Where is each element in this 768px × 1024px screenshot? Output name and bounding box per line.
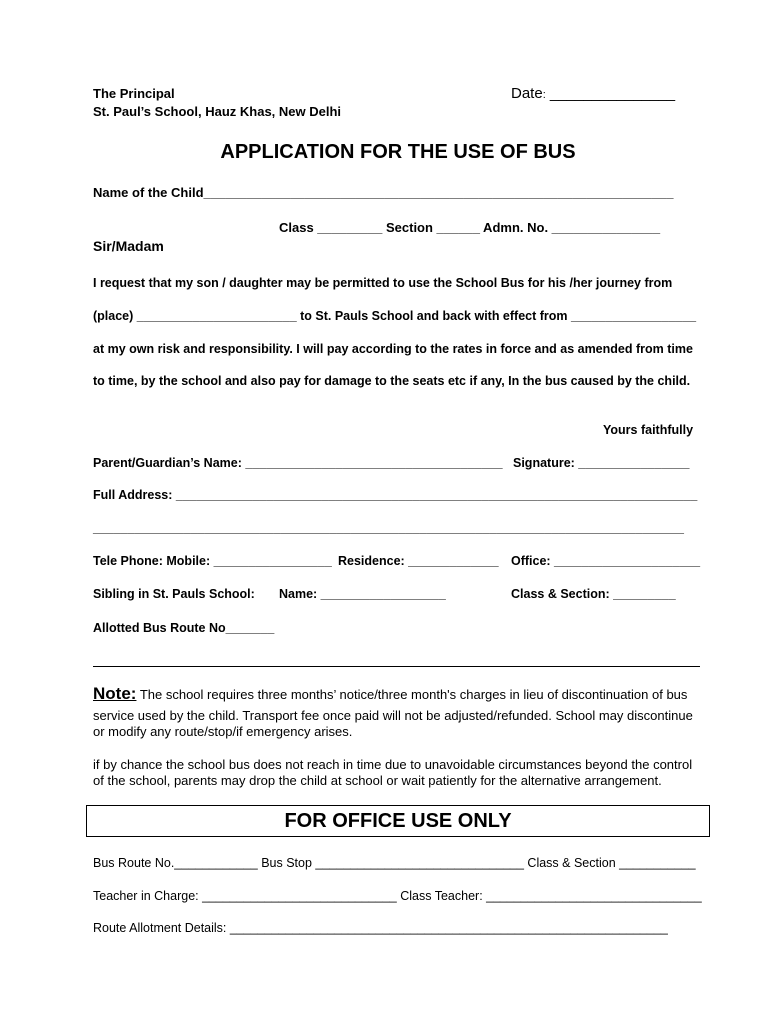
note-paragraph-1-line-1 bbox=[93, 686, 687, 703]
addressee: The Principal bbox=[93, 86, 175, 101]
body-line-4: to time, by the school and also pay for damage to the seats etc if any, In the bus caused by the child. bbox=[93, 374, 691, 388]
body-line-3: at my own risk and responsibility. I will pay according to the rates in force and as amended from time bbox=[93, 342, 693, 356]
child-name-field[interactable]: Name of the Child_________________________________________________________________ bbox=[93, 185, 674, 200]
note-paragraph-1-line-2: service used by the child. Transport fee once paid will not be adjusted/refunded. School may discontinue bbox=[93, 708, 693, 723]
address-line-2[interactable]: _____________________________________________________________________________________ bbox=[93, 521, 684, 535]
note-paragraph-2-line-1: if by chance the school bus does not reach in time due to unavoidable circumstances beyond the control bbox=[93, 757, 693, 772]
closing: Yours faithfully bbox=[603, 423, 694, 437]
class-section-admn-field[interactable]: Class _________ Section ______ Admn. No. _______________ bbox=[279, 220, 661, 235]
guardian-name-field[interactable]: Parent/Guardian’s Name: _____________________________________ bbox=[93, 456, 503, 470]
office-phone-field[interactable]: Office: _____________________ bbox=[511, 554, 701, 568]
office-use-title: FOR OFFICE USE ONLY bbox=[284, 809, 512, 832]
signature-field[interactable]: Signature: ________________ bbox=[513, 456, 690, 470]
page-title: APPLICATION FOR THE USE OF BUS bbox=[220, 141, 576, 163]
note-paragraph-2-line-2: of the school, parents may drop the child at school or wait patiently for the alternative arrangement. bbox=[93, 773, 662, 788]
date-line: _______________ bbox=[545, 85, 676, 102]
date-field[interactable] bbox=[511, 85, 675, 102]
note-paragraph-1-line-3: or modify any route/stop/if emergency arises. bbox=[93, 724, 353, 739]
blank-line bbox=[93, 666, 700, 667]
teacher-field[interactable]: Teacher in Charge: ____________________________ Class Teacher: _______________________________ bbox=[93, 889, 702, 903]
sibling-label: Sibling in St. Pauls School: bbox=[93, 587, 255, 601]
body-line-1: I request that my son / daughter may be permitted to use the School Bus for his /her journey from bbox=[93, 276, 673, 290]
salutation: Sir/Madam bbox=[93, 238, 164, 254]
school-address: St. Paul’s School, Hauz Khas, New Delhi bbox=[93, 104, 342, 119]
full-address-field[interactable]: Full Address: ___________________________________________________________________________ bbox=[93, 488, 698, 502]
body-line-2[interactable]: (place) _______________________ to St. Pauls School and back with effect from __________________ bbox=[93, 309, 697, 323]
note-heading: Note: bbox=[93, 684, 137, 703]
sibling-name-field[interactable]: Name: __________________ bbox=[279, 587, 446, 601]
sibling-class-section-field[interactable]: Class & Section: _________ bbox=[511, 587, 676, 601]
allotted-route-field[interactable]: Allotted Bus Route No_______ bbox=[93, 621, 275, 635]
route-allotment-field[interactable]: Route Allotment Details: _______________________________________________________________ bbox=[93, 921, 668, 935]
office-use-box bbox=[86, 805, 710, 837]
mobile-field[interactable]: Tele Phone: Mobile: _________________ bbox=[93, 554, 332, 568]
note-text-start: The school requires three months’ notice/three month's charges in lieu of discontinuation of bus bbox=[136, 687, 688, 702]
bus-route-stop-class-field[interactable]: Bus Route No.____________ Bus Stop ______________________________ Class & Section ___________ bbox=[93, 856, 696, 870]
residence-field[interactable]: Residence: _____________ bbox=[338, 554, 499, 568]
date-label: Date bbox=[511, 85, 543, 102]
date-colon: : bbox=[542, 89, 546, 101]
